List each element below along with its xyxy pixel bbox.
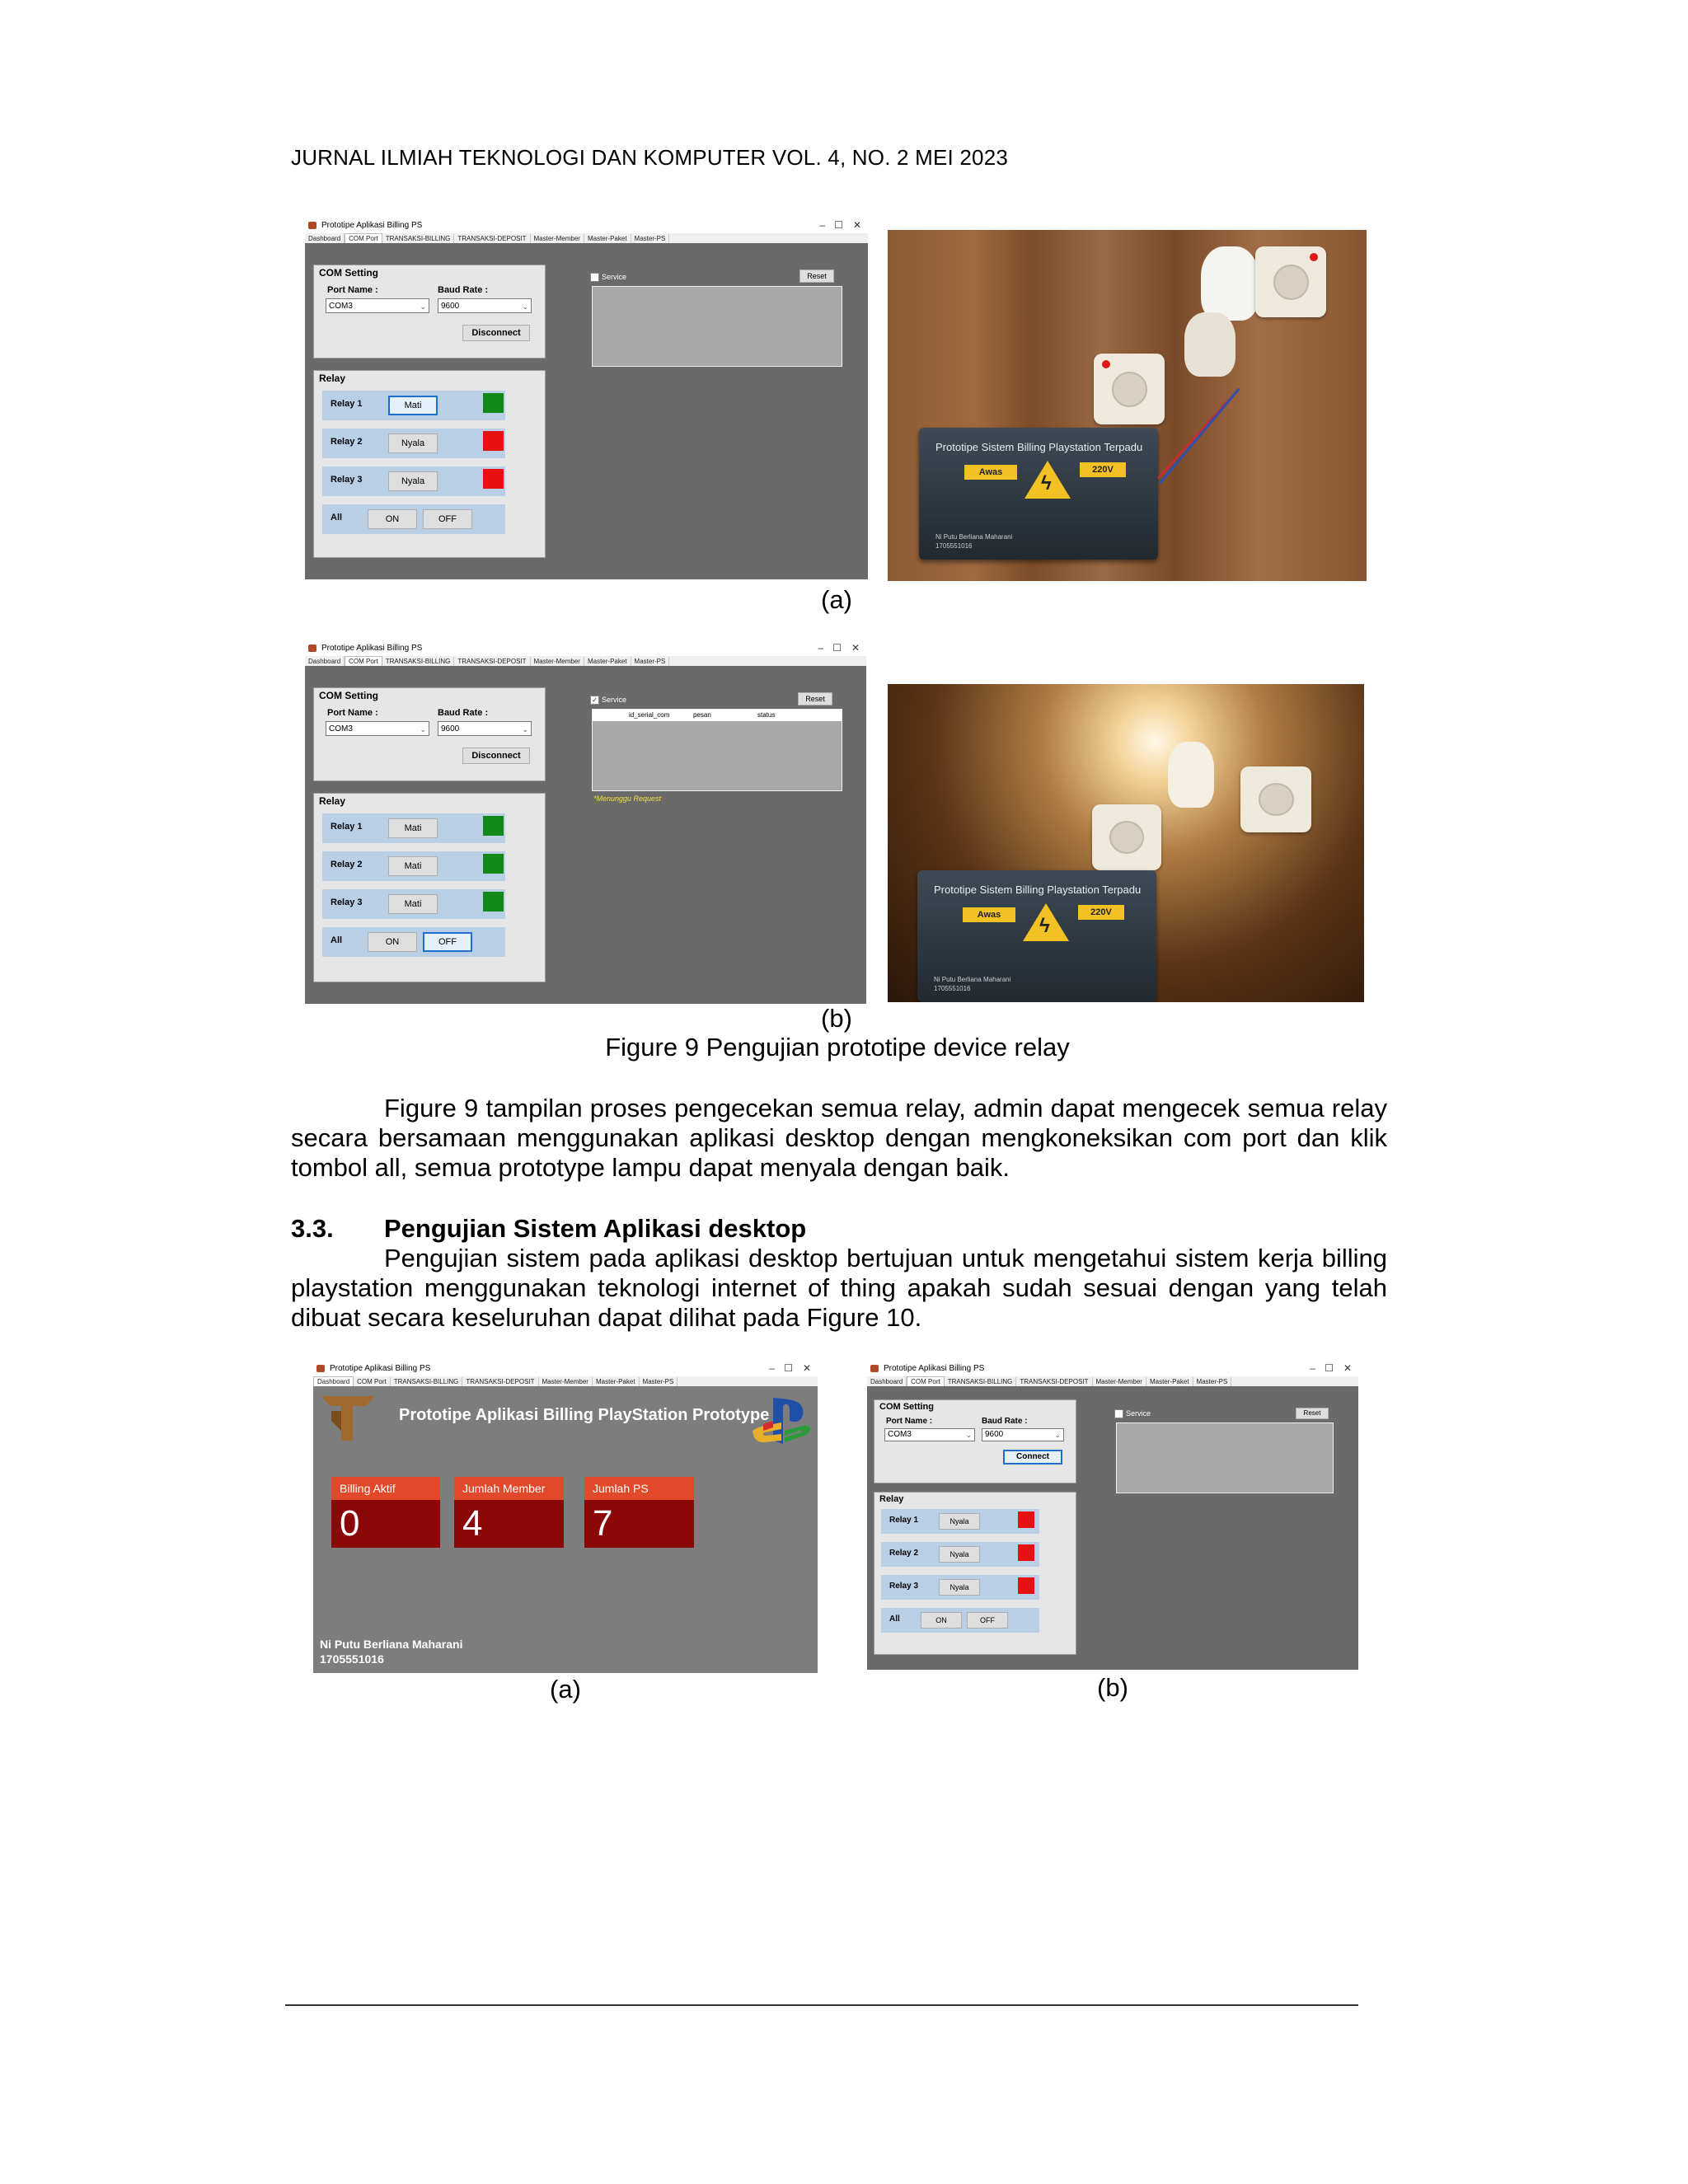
- com-setting-title: COM Setting: [879, 1402, 934, 1412]
- relay-row-3: [322, 889, 505, 919]
- device-author-id: 1705551016: [935, 542, 973, 550]
- relay-2-indicator: [1018, 1544, 1034, 1561]
- baud-value: 9600: [441, 302, 460, 311]
- relay-row-2: [322, 851, 505, 881]
- com-setting-title: COM Setting: [319, 690, 378, 701]
- baud-select[interactable]: [982, 1428, 1064, 1441]
- app-icon: [308, 644, 316, 652]
- relay-2-indicator: [483, 431, 504, 451]
- tab-bar: [313, 1376, 818, 1386]
- tab-master-paket[interactable]: Master-Paket: [584, 234, 631, 243]
- tab-bar: [305, 233, 868, 243]
- all-label: All: [331, 513, 343, 523]
- relay-title: Relay: [319, 373, 346, 384]
- relay-row-2: [881, 1542, 1039, 1567]
- title-bar: [305, 641, 866, 656]
- device-author: Ni Putu Berliana Maharani: [935, 533, 1013, 541]
- service-label: Service: [602, 696, 627, 704]
- window-title: Prototipe Aplikasi Billing PS: [321, 221, 423, 230]
- relay-row-1: [881, 1509, 1039, 1534]
- relay-row-3: [322, 466, 505, 496]
- baud-rate-label: Baud Rate :: [438, 708, 489, 718]
- relay-1-label: Relay 1: [331, 399, 363, 409]
- app-window-fig10b: [867, 1361, 1358, 1670]
- power-socket-icon: [1255, 246, 1326, 317]
- baud-value: 9600: [441, 724, 460, 733]
- service-log-area: [1116, 1422, 1334, 1493]
- app-icon: [870, 1365, 879, 1372]
- tab-master-member[interactable]: Master-Member: [539, 1377, 593, 1386]
- device-box-title: Prototipe Sistem Billing Playstation Terpadu: [934, 883, 1142, 896]
- relay-title: Relay: [879, 1494, 904, 1504]
- service-log-area: [592, 286, 842, 367]
- relay-3-indicator: [1018, 1577, 1034, 1594]
- card-jumlah-member-header: Jumlah Member: [454, 1477, 564, 1500]
- chevron-down-icon: ⌄: [522, 302, 528, 311]
- fig10-label-a: (a): [550, 1675, 581, 1704]
- all-label: All: [331, 935, 343, 945]
- relay-panel: [313, 370, 546, 558]
- close-icon[interactable]: ✕: [802, 1362, 811, 1374]
- relay-3-label: Relay 3: [889, 1582, 919, 1591]
- relay-3-label: Relay 3: [331, 898, 363, 907]
- tab-master-member[interactable]: Master-Member: [531, 234, 584, 243]
- device-box: [919, 428, 1158, 560]
- tab-master-paket[interactable]: Master-Paket: [584, 657, 631, 666]
- tab-master-paket[interactable]: Master-Paket: [593, 1377, 640, 1386]
- relay-row-1: [322, 391, 505, 420]
- port-name-label: Port Name :: [327, 285, 378, 295]
- journal-header: JURNAL ILMIAH TEKNOLOGI DAN KOMPUTER VOL. 4, NO. 2 MEI 2023: [291, 145, 1009, 170]
- relay-2-label: Relay 2: [331, 860, 363, 869]
- app-window-fig9a: [305, 218, 868, 579]
- disconnect-button[interactable]: Disconnect: [462, 325, 530, 341]
- checkbox-box: [590, 273, 599, 282]
- port-name-label: Port Name :: [886, 1417, 933, 1426]
- com-setting-panel: [313, 265, 546, 359]
- port-value: COM3: [329, 302, 353, 311]
- all-on-button[interactable]: ON: [368, 932, 417, 952]
- relay-3-indicator: [483, 469, 504, 489]
- device-photo-lamp-off: [888, 230, 1367, 581]
- voltage-label: 220V: [1078, 905, 1124, 920]
- port-value: COM3: [329, 724, 353, 733]
- grid-col-status: status: [757, 711, 776, 719]
- all-on-button[interactable]: ON: [368, 509, 417, 529]
- close-icon[interactable]: ✕: [851, 642, 860, 654]
- chevron-down-icon: ⌄: [1054, 1431, 1061, 1439]
- checkbox-box: ✓: [590, 696, 599, 705]
- relay-row-all: [881, 1608, 1039, 1633]
- tab-transaksi-billing[interactable]: TRANSAKSI-BILLING: [945, 1377, 1017, 1386]
- baud-rate-label: Baud Rate :: [982, 1417, 1028, 1426]
- lightning-icon: ϟ: [1041, 472, 1052, 494]
- card-billing-aktif-value: 0: [331, 1500, 440, 1548]
- tab-dashboard[interactable]: Dashboard: [313, 1376, 354, 1386]
- relay-row-1: [322, 813, 505, 843]
- fig9-label-a: (a): [821, 585, 852, 614]
- tab-com-port[interactable]: COM Port: [354, 1377, 391, 1386]
- dashboard-title: Prototipe Aplikasi Billing PlayStation Prototype: [399, 1406, 770, 1424]
- minimize-icon[interactable]: –: [819, 219, 825, 231]
- tab-transaksi-deposit[interactable]: TRANSAKSI-DEPOSIT: [454, 234, 530, 243]
- tab-master-ps[interactable]: Master-PS: [631, 657, 670, 666]
- port-value: COM3: [888, 1430, 912, 1439]
- bulb-icon: [1201, 246, 1259, 321]
- tab-bar: [867, 1376, 1358, 1386]
- tab-transaksi-billing[interactable]: TRANSAKSI-BILLING: [382, 657, 455, 666]
- tab-com-port[interactable]: COM Port: [345, 233, 382, 243]
- chevron-down-icon: ⌄: [522, 725, 528, 733]
- window-title: Prototipe Aplikasi Billing PS: [321, 644, 423, 653]
- port-select[interactable]: [326, 298, 429, 313]
- com-setting-panel: [313, 687, 546, 781]
- disconnect-button[interactable]: Disconnect: [462, 748, 530, 764]
- relay-2-button[interactable]: Mati: [388, 856, 438, 876]
- relay-row-3: [881, 1575, 1039, 1600]
- relay-2-button[interactable]: Nyala: [939, 1546, 980, 1563]
- fig9-label-b: (b): [821, 1004, 852, 1033]
- lit-bulb-icon: [1168, 742, 1214, 808]
- reset-button[interactable]: Reset: [1296, 1408, 1329, 1419]
- service-label: Service: [1126, 1409, 1151, 1418]
- card-jumlah-member-value: 4: [454, 1500, 564, 1548]
- relay-3-button[interactable]: Nyala: [388, 471, 438, 491]
- service-log-grid: [592, 709, 842, 791]
- port-select[interactable]: [884, 1428, 975, 1441]
- fig10-label-b: (b): [1097, 1673, 1128, 1702]
- relay-panel: [874, 1492, 1076, 1655]
- tab-transaksi-deposit[interactable]: TRANSAKSI-DEPOSIT: [454, 657, 530, 666]
- relay-row-all: [322, 927, 505, 957]
- all-off-button[interactable]: OFF: [967, 1612, 1008, 1629]
- app-window-fig9b: [305, 641, 866, 1004]
- maximize-icon[interactable]: ☐: [834, 219, 843, 231]
- maximize-icon[interactable]: ☐: [832, 642, 842, 654]
- relay-3-label: Relay 3: [331, 475, 363, 485]
- chevron-down-icon: ⌄: [420, 725, 426, 733]
- grid-col-id-serial-com: id_serial_com: [629, 711, 670, 719]
- title-bar: [867, 1361, 1358, 1376]
- relay-3-button[interactable]: Mati: [388, 894, 438, 914]
- app-window-fig10a: [313, 1361, 818, 1673]
- device-author-id: 1705551016: [934, 985, 971, 992]
- playstation-logo-icon: [748, 1394, 814, 1449]
- tab-dashboard[interactable]: Dashboard: [305, 657, 345, 666]
- tab-master-ps[interactable]: Master-PS: [1193, 1377, 1232, 1386]
- baud-select[interactable]: [438, 298, 532, 313]
- reset-button[interactable]: Reset: [799, 269, 834, 283]
- tab-transaksi-deposit[interactable]: TRANSAKSI-DEPOSIT: [1016, 1377, 1092, 1386]
- all-on-button[interactable]: ON: [921, 1612, 962, 1629]
- tab-master-ps[interactable]: Master-PS: [631, 234, 670, 243]
- relay-2-indicator: [483, 854, 504, 874]
- close-icon[interactable]: ✕: [852, 219, 861, 231]
- com-setting-panel: [874, 1399, 1076, 1483]
- grid-header: [593, 710, 842, 721]
- relay-3-indicator: [483, 892, 504, 912]
- footer-author-name: Ni Putu Berliana Maharani: [320, 1638, 463, 1651]
- tab-master-member[interactable]: Master-Member: [1093, 1377, 1146, 1386]
- relay-1-indicator: [483, 393, 504, 413]
- paragraph-fig9-description: Figure 9 tampilan proses pengecekan semua relay, admin dapat mengecek semua relay secara bersamaan menggunakan aplikasi desktop dengan mengkoneksikan com port dan klik tombol all, semua prototype lampu dapat menyala dengan baik.: [291, 1094, 1387, 1182]
- fig9-caption: Figure 9 Pengujian prototipe device relay: [605, 1033, 1070, 1062]
- minimize-icon[interactable]: –: [1310, 1362, 1315, 1374]
- relay-1-button[interactable]: Mati: [388, 818, 438, 838]
- service-checkbox[interactable]: [1114, 1409, 1151, 1418]
- all-off-button[interactable]: OFF: [423, 509, 472, 529]
- service-checkbox[interactable]: [590, 696, 626, 705]
- relay-1-indicator: [483, 816, 504, 836]
- close-icon[interactable]: ✕: [1343, 1362, 1352, 1374]
- warning-label: Awas: [963, 907, 1015, 922]
- device-photo-lamp-on: [888, 684, 1364, 1002]
- com-setting-title: COM Setting: [319, 267, 378, 279]
- port-name-label: Port Name :: [327, 708, 378, 718]
- tab-transaksi-billing[interactable]: TRANSAKSI-BILLING: [382, 234, 455, 243]
- minimize-icon[interactable]: –: [818, 642, 823, 654]
- tab-dashboard[interactable]: Dashboard: [305, 234, 345, 243]
- reset-button[interactable]: Reset: [798, 692, 832, 705]
- relay-1-button[interactable]: Nyala: [939, 1513, 980, 1530]
- relay-row-all: [322, 504, 505, 534]
- chevron-down-icon: ⌄: [420, 302, 426, 311]
- tab-master-paket[interactable]: Master-Paket: [1146, 1377, 1193, 1386]
- window-title: Prototipe Aplikasi Billing PS: [330, 1364, 431, 1373]
- all-label: All: [889, 1615, 900, 1624]
- maximize-icon[interactable]: ☐: [784, 1362, 793, 1374]
- relay-2-button[interactable]: Nyala: [388, 434, 438, 453]
- relay-panel: [313, 793, 546, 982]
- lamp-socket-icon: [1184, 312, 1236, 377]
- service-checkbox[interactable]: [590, 273, 626, 282]
- tab-com-port[interactable]: COM Port: [907, 1376, 945, 1386]
- relay-title: Relay: [319, 795, 346, 807]
- paragraph-section-intro: Pengujian sistem pada aplikasi desktop bertujuan untuk mengetahui sistem kerja billing playstation menggunakan teknologi internet of thing apakah sudah sesuai dengan yang telah dibuat secara keseluruhan dapat dilihat pada Figure 10.: [291, 1244, 1387, 1332]
- power-socket-icon: [1092, 804, 1161, 870]
- power-socket-icon: [1094, 354, 1165, 424]
- card-jumlah-ps-value: 7: [584, 1500, 694, 1548]
- app-icon: [308, 222, 316, 229]
- relay-2-label: Relay 2: [331, 437, 363, 447]
- footer-author-nim: 1705551016: [320, 1652, 384, 1666]
- window-title: Prototipe Aplikasi Billing PS: [884, 1364, 985, 1373]
- device-author: Ni Putu Berliana Maharani: [934, 976, 1011, 983]
- tab-transaksi-deposit[interactable]: TRANSAKSI-DEPOSIT: [462, 1377, 538, 1386]
- relay-row-2: [322, 429, 505, 458]
- lightning-icon: ϟ: [1039, 915, 1050, 937]
- title-bar: [305, 218, 868, 233]
- port-select[interactable]: [326, 721, 429, 736]
- app-logo-icon: [320, 1393, 377, 1442]
- cable: [1159, 388, 1240, 485]
- power-socket-icon: [1240, 766, 1311, 832]
- checkbox-box: [1114, 1409, 1123, 1418]
- baud-select[interactable]: [438, 721, 532, 736]
- chevron-down-icon: ⌄: [965, 1431, 972, 1439]
- baud-value: 9600: [985, 1430, 1004, 1439]
- connect-button[interactable]: Connect: [1003, 1450, 1062, 1465]
- relay-3-button[interactable]: Nyala: [939, 1579, 980, 1596]
- section-title: Pengujian Sistem Aplikasi desktop: [384, 1214, 807, 1243]
- relay-1-button[interactable]: Mati: [388, 396, 438, 415]
- relay-1-indicator: [1018, 1511, 1034, 1528]
- tab-master-ps[interactable]: Master-PS: [640, 1377, 678, 1386]
- relay-1-label: Relay 1: [331, 822, 363, 832]
- title-bar: [313, 1361, 818, 1376]
- waiting-status: *Menunggu Request: [593, 794, 662, 803]
- card-billing-aktif-header: Billing Aktif: [331, 1477, 440, 1500]
- device-box: [917, 870, 1156, 1002]
- tab-transaksi-billing[interactable]: TRANSAKSI-BILLING: [391, 1377, 463, 1386]
- baud-rate-label: Baud Rate :: [438, 285, 489, 295]
- relay-1-label: Relay 1: [889, 1516, 919, 1525]
- warning-label: Awas: [964, 465, 1017, 480]
- app-icon: [316, 1365, 325, 1372]
- maximize-icon[interactable]: ☐: [1325, 1362, 1334, 1374]
- service-label: Service: [602, 273, 627, 281]
- tab-master-member[interactable]: Master-Member: [531, 657, 584, 666]
- section-number: 3.3.: [291, 1214, 334, 1243]
- device-box-title: Prototipe Sistem Billing Playstation Terpadu: [935, 441, 1143, 453]
- tab-dashboard[interactable]: Dashboard: [867, 1377, 907, 1386]
- card-jumlah-ps-header: Jumlah PS: [584, 1477, 694, 1500]
- relay-2-label: Relay 2: [889, 1549, 919, 1558]
- minimize-icon[interactable]: –: [769, 1362, 775, 1374]
- tab-com-port[interactable]: COM Port: [345, 656, 382, 666]
- footer-divider: [285, 2004, 1358, 2006]
- voltage-label: 220V: [1080, 462, 1126, 477]
- tab-bar: [305, 656, 866, 666]
- all-off-button[interactable]: OFF: [423, 932, 472, 952]
- grid-col-pesan: pesan: [693, 711, 711, 719]
